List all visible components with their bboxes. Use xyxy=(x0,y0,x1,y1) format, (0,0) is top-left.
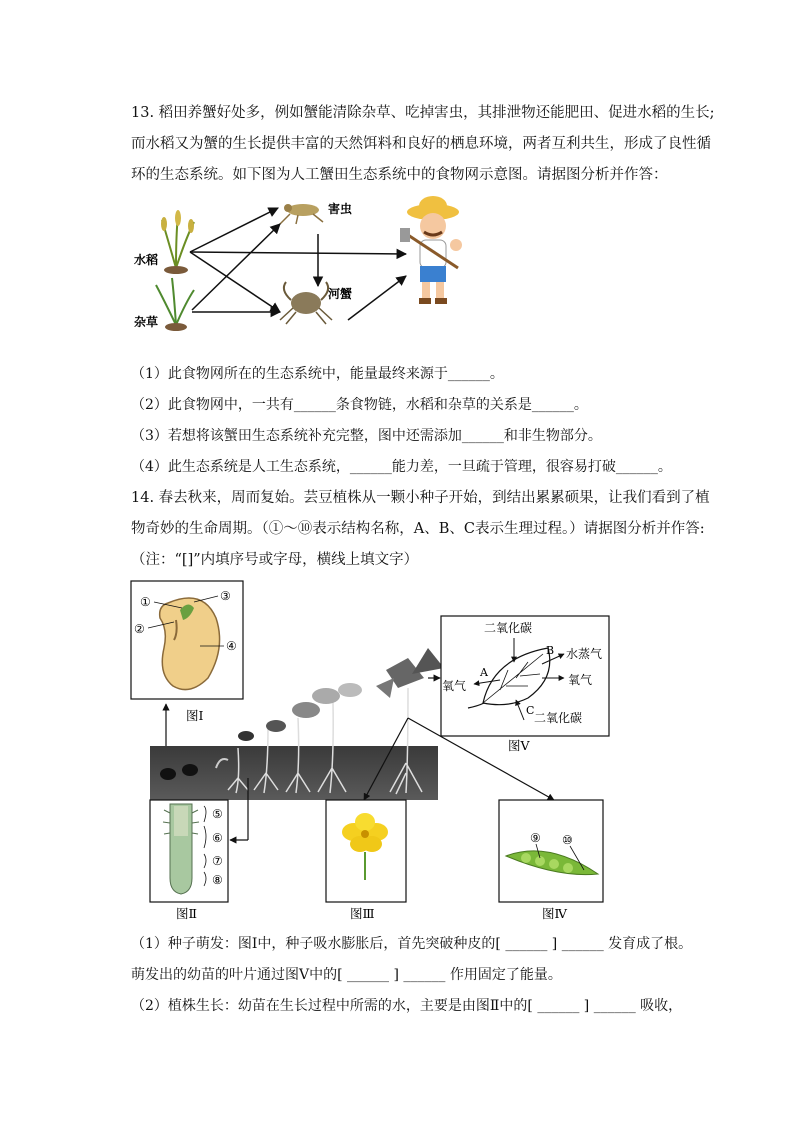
fig2-caption: 图Ⅱ xyxy=(176,906,197,921)
fig2-n7: ⑦ xyxy=(212,854,223,868)
fig5-water: 水蒸气 xyxy=(566,647,603,661)
q14-sub1a: （1）种子萌发：图Ⅰ中，种子吸水膨胀后，首先突破种皮的[ ______ ] ______ 发育成了根。 xyxy=(131,936,693,952)
fig2-n5: ⑤ xyxy=(212,807,223,821)
farmer-icon xyxy=(400,196,462,304)
fig4-n10: ⑩ xyxy=(562,833,573,847)
fig1-caption: 图Ⅰ xyxy=(186,708,204,723)
plant-lifecycle-figure xyxy=(128,578,618,923)
weed-plant-icon xyxy=(156,278,194,331)
q13-sub1: （1）此食物网所在的生态系统中，能量最终来源于______。 xyxy=(131,366,504,382)
fig2-n6: ⑥ xyxy=(212,831,223,845)
fig5-c: C xyxy=(526,704,535,717)
fig3-caption: 图Ⅲ xyxy=(350,906,375,921)
fig5-o2-right: 氧气 xyxy=(568,673,593,687)
q13-line3: 环的生态系统。如下图为人工蟹田生态系统中的食物网示意图。请据图分析并作答： xyxy=(131,167,668,183)
food-web-diagram xyxy=(128,190,478,355)
q13-sub4: （4）此生态系统是人工生态系统，______能力差，一旦疏于管理，很容易打破______。 xyxy=(131,459,672,475)
label-crab: 河蟹 xyxy=(328,287,353,301)
q13-sub3: （3）若想将该蟹田生态系统补充完整，图中还需添加______和非生物部分。 xyxy=(131,428,602,444)
grasshopper-icon xyxy=(280,204,323,224)
q14-line3: （注：“[]”内填序号或字母，横线上填文字） xyxy=(131,552,419,568)
fig5-co2-top: 二氧化碳 xyxy=(484,621,533,635)
fig1-n1: ① xyxy=(140,595,151,609)
fig2-n8: ⑧ xyxy=(212,873,223,887)
fig1-n4: ④ xyxy=(226,639,237,653)
fig4-caption: 图Ⅳ xyxy=(542,906,567,921)
fig4-box xyxy=(499,800,603,902)
q13-line2: 而水稻又为蟹的生长提供丰富的天然饵料和良好的栖息环境，两者互利共生，形成了良性循 xyxy=(131,136,711,152)
label-rice: 水稻 xyxy=(134,253,159,267)
fig1-n3: ③ xyxy=(220,589,231,603)
q14-sub2: （2）植株生长：幼苗在生长过程中所需的水，主要是由图Ⅱ中的[ ______ ] ______ 吸收， xyxy=(131,998,683,1014)
fig1-n2: ② xyxy=(134,622,145,636)
label-pest: 害虫 xyxy=(328,202,353,216)
fig5-co2-bottom: 二氧化碳 xyxy=(534,711,583,725)
q14-line1: 14. 春去秋来，周而复始。芸豆植株从一颗小种子开始，到结出累累硕果，让我们看到了植 xyxy=(131,490,710,506)
rice-plant-icon xyxy=(161,210,194,274)
q14-sub1b: 萌发出的幼苗的叶片通过图Ⅴ中的[ ______ ] ______ 作用固定了能量。 xyxy=(131,967,562,983)
label-weed: 杂草 xyxy=(134,315,159,329)
fig5-b: B xyxy=(546,644,555,657)
fig5-caption: 图Ⅴ xyxy=(508,738,530,753)
fig5-o2-left: 氧气 xyxy=(442,679,467,693)
fig4-n9: ⑨ xyxy=(530,831,541,845)
crab-icon xyxy=(280,282,332,324)
q13-sub2: （2）此食物网中，一共有______条食物链，水稻和杂草的关系是______。 xyxy=(131,397,588,413)
fig5-a: A xyxy=(480,666,488,679)
q13-line1: 13. 稻田养蟹好处多，例如蟹能清除杂草、吃掉害虫，其排泄物还能肥田、促进水稻的生长; xyxy=(131,105,715,121)
q14-line2: 物奇妙的生命周期。（①～⑩表示结构名称，A、B、C表示生理过程。）请据图分析并作答: xyxy=(131,521,705,537)
